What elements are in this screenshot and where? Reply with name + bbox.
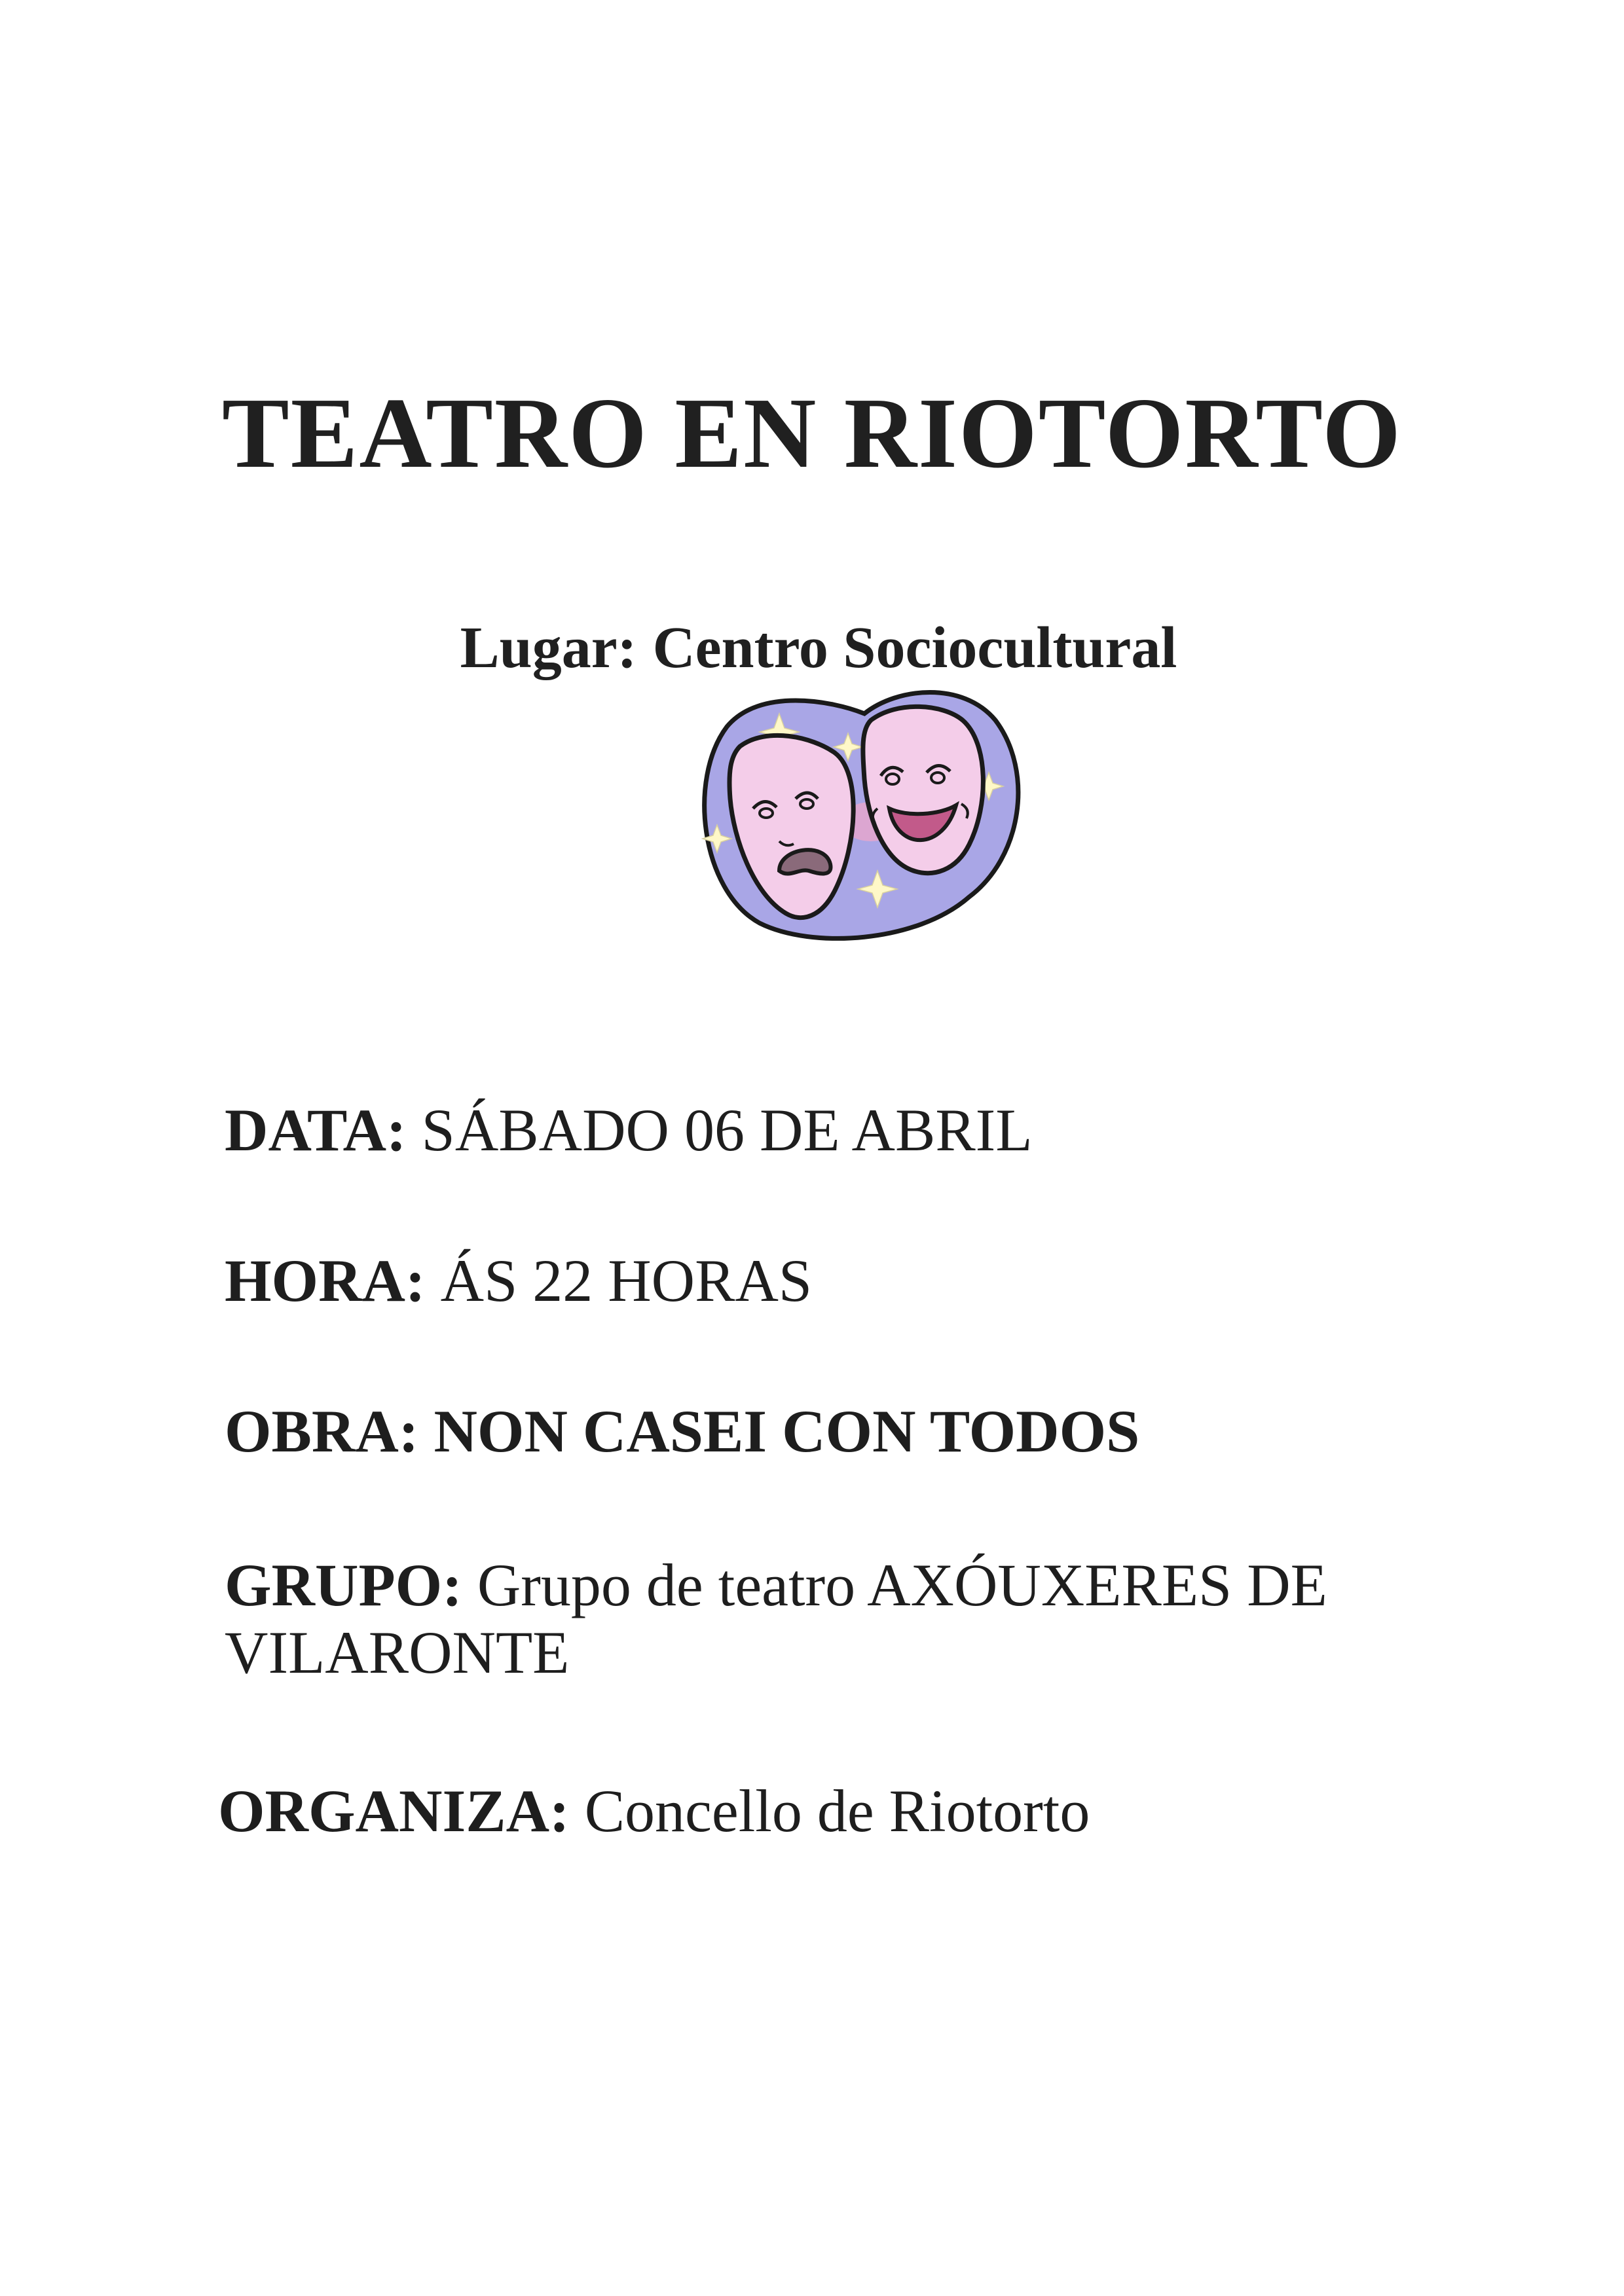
venue-value: Centro Sociocultural [652, 615, 1177, 680]
date-label: DATA: [225, 1097, 407, 1163]
group-line-1 [225, 1552, 1327, 1619]
date-value: SÁBADO 06 DE ABRIL [421, 1097, 1033, 1163]
time-value: ÁS 22 HORAS [440, 1247, 813, 1314]
theatre-masks-icon [681, 674, 1022, 949]
venue-line [0, 615, 1624, 680]
time-line [225, 1247, 812, 1315]
play-line [225, 1398, 1139, 1465]
group-label: GRUPO: [225, 1552, 462, 1618]
organizer-value: Concello de Riotorto [584, 1777, 1090, 1844]
time-label: HORA: [225, 1247, 426, 1314]
group-line [225, 1552, 1327, 1686]
play-label: OBRA: [225, 1398, 419, 1465]
group-value-line1: Grupo de teatro AXÓUXERES DE [477, 1552, 1327, 1618]
date-line [225, 1097, 1033, 1164]
venue-label: Lugar: [460, 615, 637, 680]
organizer-line [218, 1777, 1090, 1845]
poster-title: TEATRO EN RIOTORTO [221, 378, 1403, 489]
play-value: NON CASEI CON TODOS [434, 1398, 1140, 1465]
group-value-line2: VILARONTE [225, 1619, 570, 1686]
organizer-label: ORGANIZA: [218, 1777, 570, 1844]
